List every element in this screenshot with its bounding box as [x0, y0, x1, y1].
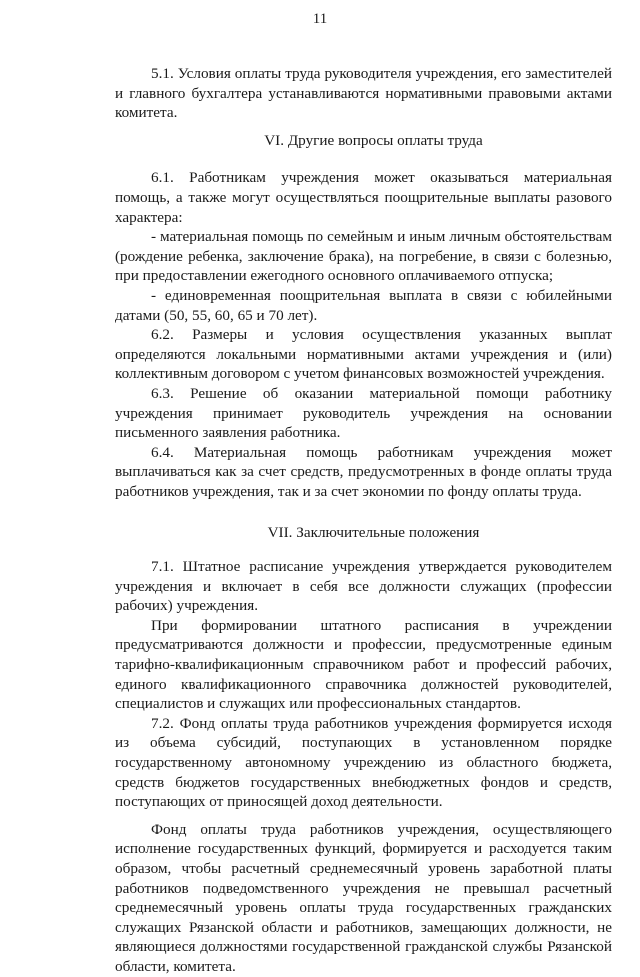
paragraph-7-1: 7.1. Штатное расписание учреждения утверждается руководителем учреждения и включает в себя все должности служащих (профессии рабочих) учреждения.	[115, 558, 612, 615]
section-heading-7: VII. Заключительные положения	[267, 524, 480, 542]
section-heading-6: VI. Другие вопросы оплаты труда	[264, 131, 483, 149]
paragraph-6-1-item-2: - единовременная поощрительная выплата в связи с юбилейными датами (50, 55, 60, 65 и 70 лет).	[115, 286, 612, 324]
paragraph-7-1-b: При формировании штатного расписания в учреждении предусматриваются должности и профессии, предусмотренные единым тарифно-квалификационным справочником работ и профессий рабочих, единого квалификационного справочника должностей руководителей, специалистов и служащих или профессиональных стандартов.	[115, 616, 612, 713]
paragraph-6-1: 6.1. Работникам учреждения может оказываться материальная помощь, а также могут осуществляться поощрительные выплаты разового характера:	[115, 169, 612, 226]
paragraph-5-1: 5.1. Условия оплаты труда руководителя учреждения, его заместителей и главного бухгалтера устанавливаются нормативными правовыми актами комитета.	[115, 65, 612, 122]
paragraph-6-2: 6.2. Размеры и условия осуществления указанных выплат определяются локальными нормативными актами учреждения и (или) коллективным договором с учетом финансовых возможностей учреждения.	[115, 326, 612, 383]
paragraph-6-4: 6.4. Материальная помощь работникам учреждения может выплачиваться как за счет средств, предусмотренных в фонде оплаты труда работников учреждения, так и за счет экономии по фонду оплаты труда.	[115, 443, 612, 500]
page-number: 11	[312, 11, 328, 27]
document-body	[115, 64, 612, 977]
paragraph-7-2: 7.2. Фонд оплаты труда работников учреждения формируется исходя из объема субсидий, поступающих в установленном порядке государственному автономному учреждению из областного бюджета, средств бюджетов государственных внебюджетных фондов и средств, поступающих от приносящей доход деятельности.	[115, 714, 612, 811]
paragraph-6-3: 6.3. Решение об оказании материальной помощи работнику учреждения принимает руководитель учреждения на основании письменного заявления работника.	[115, 384, 612, 442]
paragraph-7-2-b: Фонд оплаты труда работников учреждения, осуществляющего исполнение государственных функций, формируется и расходуется таким образом, чтобы расчетный среднемесячный уровень заработной платы работников подведомственного учреждения не превышал расчетный среднемесячный уровень оплаты труда государственных гражданских служащих Рязанской области и работников, замещающих должности, не являющиеся должностями государственной гражданской службы Рязанской области, комитета.	[115, 820, 612, 975]
paragraph-6-1-item-1: - материальная помощь по семейным и иным личным обстоятельствам (рождение ребенка, заключение брака), на погребение, в связи с болезнью, при предоставлении ежегодного основного оплачиваемого отпуска;	[115, 228, 612, 285]
